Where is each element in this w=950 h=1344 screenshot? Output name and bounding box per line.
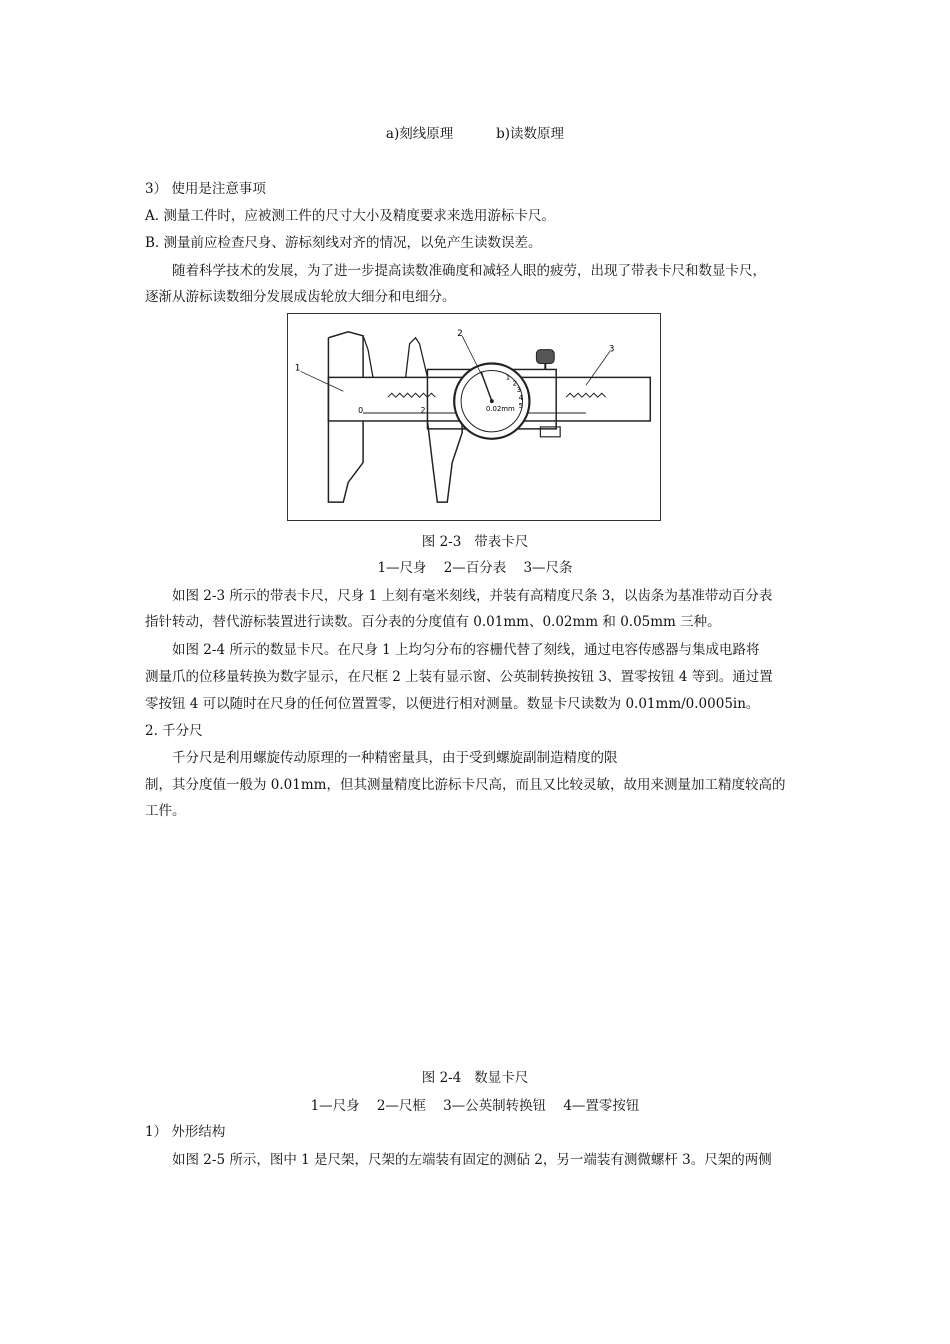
paragraph-line: 逐渐从游标读数细分发展成齿轮放大细分和电细分。 xyxy=(145,289,456,305)
paragraph-line: 如图 2-4 所示的数显卡尺。在尺身 1 上均匀分布的容栅代替了刻线，通过电容传感器与集成电路将 xyxy=(172,642,760,658)
part-label-1: 1 xyxy=(294,363,301,374)
dial-caliper-figure xyxy=(287,313,661,521)
dial-pivot xyxy=(490,399,494,403)
dial-label: 0.02mm xyxy=(485,405,515,414)
upper-jaw-fixed xyxy=(363,336,373,378)
figure-legend: 1—尺身 2—百分表 3—尺条 xyxy=(377,560,573,576)
figure-legend: 1—尺身 2—尺框 3—公英制转换钮 4—置零按钮 xyxy=(310,1098,640,1114)
dial-caliper-drawing xyxy=(288,314,660,520)
dial-number: 1 xyxy=(505,373,511,382)
fixed-jaw xyxy=(328,332,363,502)
paragraph-line: 指针转动，替代游标装置进行读数。百分表的分度值有 0.01mm、0.02mm 和 0.05mm 三种。 xyxy=(145,614,721,630)
figure-subcaption: a)刻线原理 b)读数原理 xyxy=(385,126,565,142)
paragraph-line: 如图 2-3 所示的带表卡尺，尺身 1 上刻有毫米刻线，并装有高精度尺条 3，以齿条为基准带动百分表 xyxy=(172,588,773,604)
paragraph-line: 如图 2-5 所示，图中 1 是尺架，尺架的左端装有固定的测砧 2，另一端装有测微螺杆 3。尺架的两侧 xyxy=(172,1152,772,1168)
part-label-3: 3 xyxy=(608,344,615,355)
paragraph-line: 零按钮 4 可以随时在尺身的任何位置置零，以便进行相对测量。数显卡尺读数为 0.01mm/0.0005in。 xyxy=(145,696,760,712)
scale-mark: 2 xyxy=(420,406,426,416)
paragraph-line: 千分尺是利用螺旋传动原理的一种精密量具，由于受到螺旋副制造精度的限 xyxy=(172,750,618,766)
upper-jaw-sliding xyxy=(406,338,428,378)
note-item-b: B. 测量前应检查尺身、游标刻线对齐的情况，以免产生读数误差。 xyxy=(145,235,542,251)
thumb-knob xyxy=(536,350,554,364)
dial-number: 3 xyxy=(516,386,521,395)
scale-mark: 0 xyxy=(358,406,364,416)
paragraph-line: 制，其分度值一般为 0.01mm，但其测量精度比游标卡尺高，而且又比较灵敏，故用来测量加工精度较高的 xyxy=(145,777,786,793)
section-heading-usage-notes: 3） 使用是注意事项 xyxy=(145,181,266,197)
paragraph-line: 测量爪的位移量转换为数字显示，在尺框 2 上装有显示窗、公英制转换按钮 3、置零按钮 4 等到。通过置 xyxy=(145,669,773,685)
figure-caption: 图 2-3 带表卡尺 xyxy=(421,534,529,550)
figure-caption: 图 2-4 数显卡尺 xyxy=(421,1070,529,1086)
paragraph-line: 工件。 xyxy=(145,803,186,819)
note-item-a: A. 测量工件时，应被测工件的尺寸大小及精度要求来选用游标卡尺。 xyxy=(145,208,555,224)
part-label-2: 2 xyxy=(457,328,463,339)
dial-number: 5 xyxy=(518,402,523,411)
dial-number: 4 xyxy=(518,394,523,403)
paragraph-line: 随着科学技术的发展，为了进一步提高读数准确度和减轻人眼的疲劳，出现了带表卡尺和数显卡尺， xyxy=(172,263,766,279)
lower-jaw-sliding xyxy=(427,421,462,502)
dial-number: 2 xyxy=(512,379,518,388)
section-heading-micrometer: 2. 千分尺 xyxy=(145,723,203,739)
section-heading-structure: 1） 外形结构 xyxy=(145,1124,226,1140)
